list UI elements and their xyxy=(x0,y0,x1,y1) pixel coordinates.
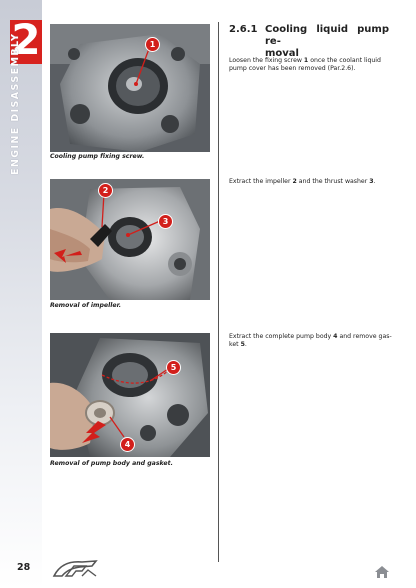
caption-photo-1: Cooling pump fixing screw. xyxy=(50,153,145,160)
section-heading xyxy=(229,24,395,60)
photo-cooling-pump-fixing-screw xyxy=(50,24,210,152)
photo-removal-of-impeller xyxy=(50,179,210,300)
callout-badge-1: 1 xyxy=(145,37,160,52)
callout-badge-2: 2 xyxy=(98,183,113,198)
step-2-text: Extract the impeller 2 and the thrust washer 3. xyxy=(229,178,376,185)
caption-photo-2: Removal of impeller. xyxy=(50,302,122,309)
chapter-title: ENGINE DISASSEMBLY xyxy=(10,32,21,175)
section-title-line-2: moval xyxy=(265,48,299,59)
section-title-line-1: Cooling liquid pump re- xyxy=(265,24,389,47)
photo-removal-of-pump-body-and-gasket xyxy=(50,333,210,457)
caption-photo-3: Removal of pump body and gasket. xyxy=(50,460,173,467)
step-3-text: Extract the complete pump body 4 and remove gas-ket 5. xyxy=(229,333,392,349)
section-number: 2.6.1 xyxy=(229,24,258,35)
callout-badge-5: 5 xyxy=(166,360,181,375)
page-number: 28 xyxy=(17,562,31,573)
chapter-number: 2 xyxy=(11,15,41,64)
callout-badge-3: 3 xyxy=(158,214,173,229)
home-icon[interactable] xyxy=(374,565,390,579)
callout-badge-4: 4 xyxy=(120,437,135,452)
step-1-text: Loosen the fixing screw 1 once the coolant liquid pump cover has been removed (Par.2.6). xyxy=(229,57,381,73)
column-divider xyxy=(218,22,219,562)
brand-logo-icon xyxy=(52,558,100,580)
